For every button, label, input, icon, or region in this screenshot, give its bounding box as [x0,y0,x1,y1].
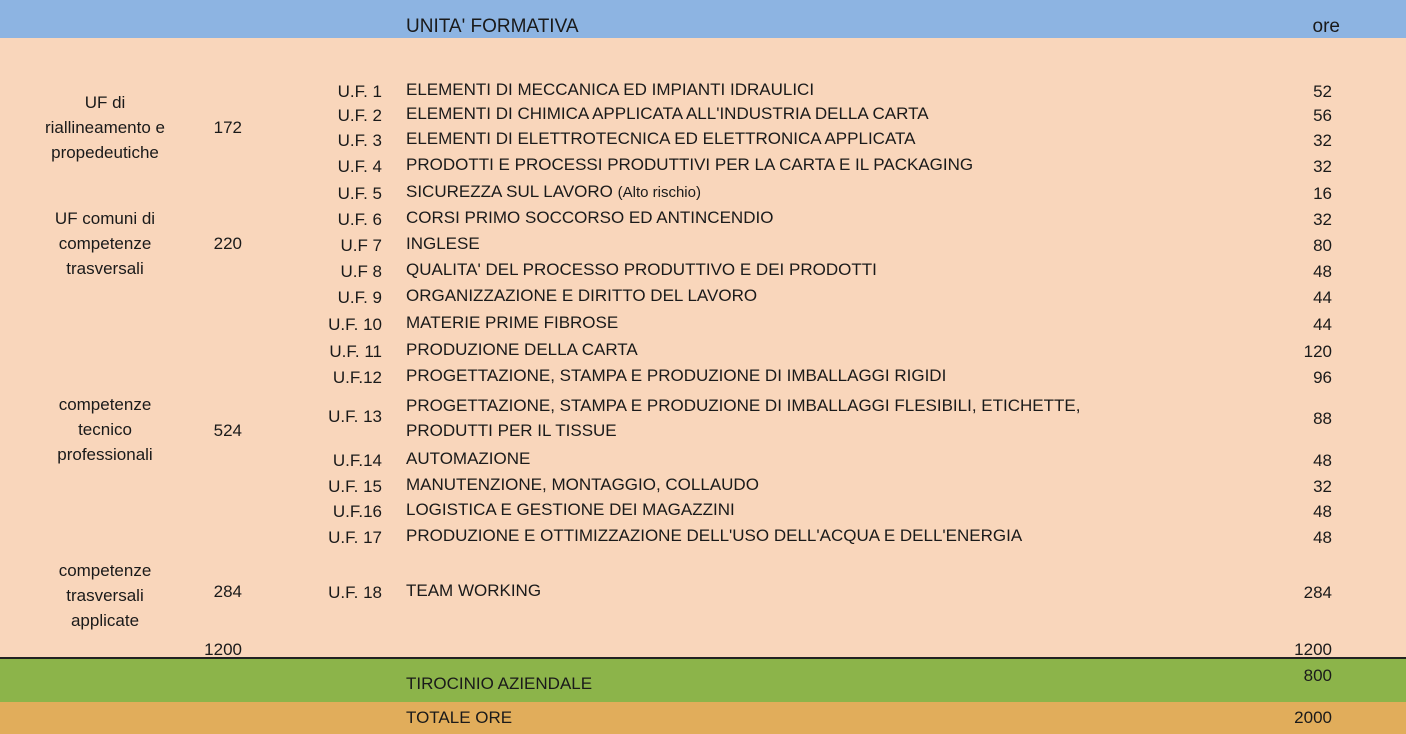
unit-title: PROGETTAZIONE, STAMPA E PRODUZIONE DI IMBALLAGGI RIGIDI [406,366,947,385]
unit-hours: 80 [1313,236,1332,255]
unit-title: PRODUZIONE DELLA CARTA [406,340,638,359]
unit-title: INGLESE [406,234,480,253]
unit-title: AUTOMAZIONE [406,449,531,468]
tirocinio-hours: 800 [1303,666,1332,685]
unit-code: U.F.16 [332,502,382,521]
unit-code: U.F. 13 [328,407,382,426]
unit-hours: 96 [1313,368,1332,387]
unit-hours: 32 [1313,157,1332,176]
unit-hours: 56 [1313,106,1332,125]
group-hours-riallineamento: 172 [213,118,242,137]
unit-hours: 48 [1313,502,1332,521]
unit-title: PROGETTAZIONE, STAMPA E PRODUZIONE DI IMBALLAGGI FLESIBILI, ETICHETTE, [406,396,1081,415]
unit-code: U.F. 2 [337,106,382,125]
unit-code: U.F. 18 [328,583,382,602]
unit-hours: 88 [1313,409,1332,428]
unit-title: ELEMENTI DI MECCANICA ED IMPIANTI IDRAULICI [406,80,815,99]
unit-title: PRODOTTI E PROCESSI PRODUTTIVI PER LA CARTA E IL PACKAGING [406,155,974,174]
unit-code: U.F. 1 [337,82,382,101]
unit-hours: 48 [1313,451,1332,470]
unit-code: U.F.12 [332,368,382,387]
group-hours-tecnico: 524 [213,421,242,440]
unit-code: U.F. 4 [337,157,382,176]
totale-band [0,702,1406,734]
group-hours-applicate: 284 [213,582,242,601]
unit-code: U.F. 3 [337,131,382,150]
unit-code: U.F. 17 [328,528,382,547]
unit-code: U.F. 10 [328,315,382,334]
unit-title: ORGANIZZAZIONE E DIRITTO DEL LAVORO [406,286,758,305]
header-title: UNITA' FORMATIVA [406,16,579,37]
unit-hours: 44 [1313,315,1332,334]
unit-code: U.F.14 [332,451,382,470]
unit-hours: 16 [1313,184,1332,203]
unit-code: U.F. 15 [328,477,382,496]
unit-title-note: (Alto rischio) [617,184,701,201]
groups-total: 1200 [204,640,242,659]
header-band [0,0,1406,38]
units-total: 1200 [1294,640,1332,659]
unit-title: ELEMENTI DI CHIMICA APPLICATA ALL'INDUSTRIA DELLA CARTA [406,104,929,123]
tirocinio-band [0,659,1406,702]
group-label-applicate: competenze trasversali applicate [58,561,152,630]
unit-title: SICUREZZA SUL LAVORO (Alto rischio) [406,182,701,201]
unit-hours: 284 [1303,583,1332,602]
unit-hours: 32 [1313,210,1332,229]
unit-hours: 32 [1313,131,1332,150]
totale-hours: 2000 [1294,708,1332,727]
totale-label: TOTALE ORE [406,708,513,727]
unit-code: U.F 8 [340,262,382,281]
tirocinio-label: TIROCINIO AZIENDALE [406,674,593,693]
unit-title: CORSI PRIMO SOCCORSO ED ANTINCENDIO [406,208,774,227]
group-label-tecnico: competenze tecnico professionali [57,395,153,464]
unit-title: TEAM WORKING [406,581,542,600]
unit-title: MANUTENZIONE, MONTAGGIO, COLLAUDO [406,475,759,494]
unit-title: QUALITA' DEL PROCESSO PRODUTTIVO E DEI PRODOTTI [406,260,877,279]
unit-hours: 48 [1313,528,1332,547]
group-hours-comuni: 220 [213,234,242,253]
unit-code: U.F. 6 [337,210,382,229]
unit-title: LOGISTICA E GESTIONE DEI MAGAZZINI [406,500,735,519]
header-ore: ore [1312,16,1340,37]
group-label-comuni: UF comuni di competenze trasversali [54,209,156,278]
unit-code: U.F 7 [340,236,382,255]
unit-title: MATERIE PRIME FIBROSE [406,313,619,332]
unit-hours: 120 [1303,342,1332,361]
unit-title-line2: PRODUTTI PER IL TISSUE [406,421,617,440]
unit-hours: 48 [1313,262,1332,281]
unit-code: U.F. 9 [337,288,382,307]
unit-title: ELEMENTI DI ELETTROTECNICA ED ELETTRONICA APPLICATA [406,129,916,148]
group-label-riallineamento: UF di riallineamento e propedeutiche [44,93,165,162]
unit-hours: 52 [1313,82,1332,101]
unit-hours: 32 [1313,477,1332,496]
unit-code: U.F. 11 [329,342,382,361]
unit-title: PRODUZIONE E OTTIMIZZAZIONE DELL'USO DELL'ACQUA E DELL'ENERGIA [406,526,1023,545]
unit-code: U.F. 5 [337,184,382,203]
unit-hours: 44 [1313,288,1332,307]
